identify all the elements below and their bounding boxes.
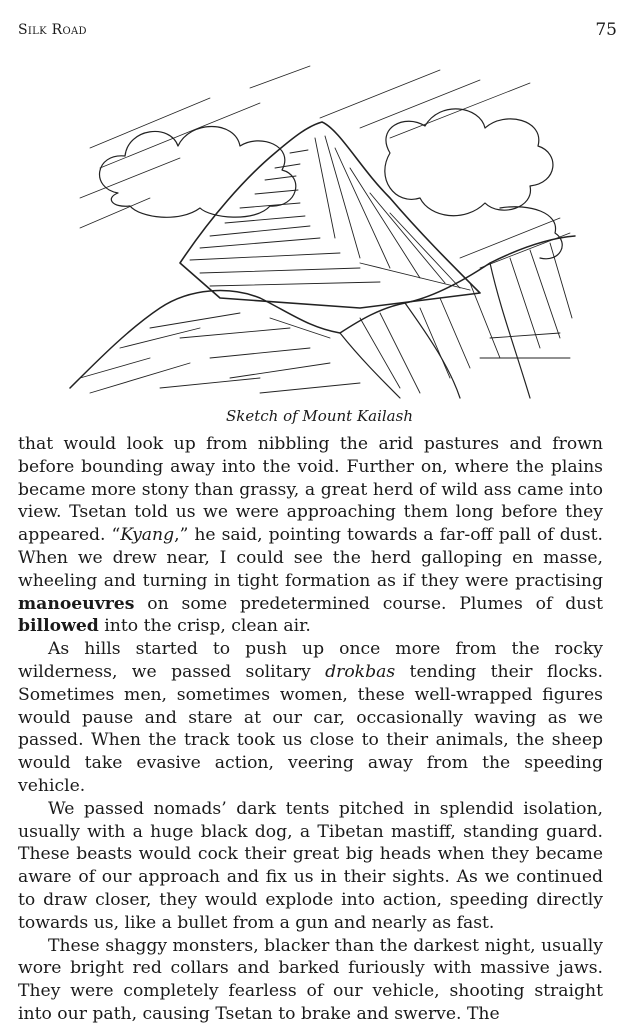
word-kyang: Kyang <box>120 525 175 546</box>
paragraph-3: We passed nomads’ dark tents pitched in splendid isolation, usually with a huge black dog, a Tibetan mastiff, standing guard. These beasts would cock their great big heads when they became aware of our approach and fix us in their sights. As we continued to draw closer, they would explode into action, speeding directly towards us, like a bullet from a gun and nearly as fast. <box>18 798 603 933</box>
page-number: 75 <box>595 20 617 40</box>
paragraph-2 <box>18 638 603 798</box>
paragraph-4: These shaggy monsters, blacker than the darkest night, usually wore bright red collars and barked furiously with massive jaws. They were completely fearless of our vehicle, shooting straight into our path, causing Tsetan to brake and swerve. The <box>18 935 603 1024</box>
left-cloud <box>100 127 296 218</box>
body-text <box>18 433 603 1026</box>
paragraph-1-text-3: on some predetermined course. Plumes of dust <box>134 593 603 614</box>
word-billowed: billowed <box>18 616 99 637</box>
page-header <box>18 20 617 42</box>
paragraph-2-text-2: tending their flocks. Sometimes men, sometimes women, these well-wrapped figures would pause and stare at our car, occasionally waving as we passed. When the track took us close to their animals, the sheep would take evasive action, veering away from the speeding vehicle. <box>18 661 603 796</box>
paragraph-1-text-1: that would look up from nibbling the arid pastures and frown before bounding away into the void. Further on, where the plains became more stony than grassy, a great herd of wild ass came into view. Tsetan told us we were approaching them long before they appeared. “ <box>18 434 603 546</box>
sky-hatching <box>80 66 570 268</box>
word-manoeuvres: manoeuvres <box>18 593 135 614</box>
figure-caption: Sketch of Mount Kailash <box>225 407 413 425</box>
paragraph-1-text-2: ,” he said, pointing towards a far-off pall of dust. When we drew near, I could see the herd galloping en masse, wheeling and turning in tight formation as if they were practising <box>18 525 603 591</box>
paragraph-1 <box>18 433 603 638</box>
word-drokbas: drokbas <box>325 661 396 682</box>
running-head: Silk Road <box>18 22 87 38</box>
mount-kailash-sketch <box>60 58 580 403</box>
right-cloud <box>385 109 553 216</box>
sketch-illustration <box>60 58 580 403</box>
foreground-ridges <box>70 236 575 388</box>
paragraph-2-text-1: As hills started to push up once more from the rocky wilderness, we passed solitary <box>18 639 603 682</box>
paragraph-1-text-4: into the crisp, clean air. <box>98 616 311 637</box>
